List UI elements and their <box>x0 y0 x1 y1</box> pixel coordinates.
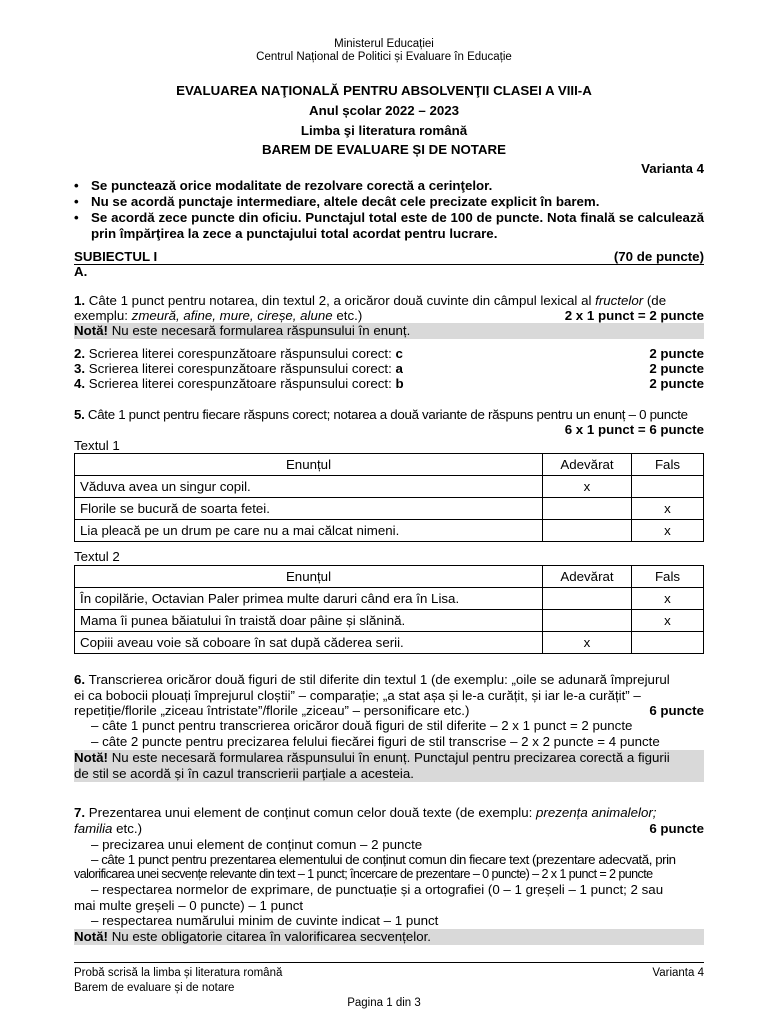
rule-item: • Se punctează orice modalitate de rezolvare corectă a cerinţelor. <box>74 178 493 193</box>
section-part: A. <box>74 264 88 279</box>
footer-divider <box>74 962 704 963</box>
q1-line1: 1. Câte 1 punct pentru notarea, din textul 2, a oricăror două cuvinte din câmpul lexical al fructelor (de <box>74 293 667 308</box>
table-row: În copilărie, Octavian Paler primea multe daruri când era în Lisa. x <box>75 588 704 610</box>
q6-score: 6 puncte <box>649 703 704 718</box>
q7-line1: 7. Prezentarea unui element de conținut comun celor două texte (de exemplu: prezența animalelor; <box>74 805 657 820</box>
q7-sub3a: – respectarea normelor de exprimare, de punctuație și a ortografiei (0 – 1 greșeli – 1 punct; 2 sau <box>91 882 664 897</box>
true-false-table-2: Enunțul Adevărat Fals În copilărie, Octavian Paler primea multe daruri când era în Lisa. x Mama îi punea băiatului în traistă doar pâine și slănină. x Copiii aveau voie să coboare în sat după căderea serii. x <box>74 565 704 654</box>
table-row: Mama îi punea băiatului în traistă doar pâine și slănină. x <box>75 610 704 632</box>
col-statement: Enunțul <box>75 454 543 476</box>
rule-item: • Se acordă zece puncte din oficiu. Punctajul total este de 100 de puncte. Nota finală se calculează prin împărţirea la zece a punctajului total acordat pentru lucrare. <box>74 210 704 241</box>
school-year: Anul școlar 2022 – 2023 <box>308 103 460 118</box>
table-row: Florile se bucură de soarta fetei. x <box>75 498 704 520</box>
q1-note: Notă! Nu este necesară formularea răspunsului în enunț. <box>74 323 704 339</box>
q6-line2: ei ca bobocii plouați împrejurul cloștii” – comparație; „a stat așa și le-a curățit, și iar le-a curățit” – <box>74 688 641 703</box>
q3-line: 3. Scrierea literei corespunzătoare răspunsului corect: a 2 puncte <box>74 361 704 376</box>
table-row: Copiii aveau voie să coboare în sat după căderea serii. x <box>75 632 704 654</box>
section-points: (70 de puncte) <box>613 249 704 264</box>
q7-line2: familia etc.) 6 puncte <box>74 821 704 836</box>
q1-line2: exemplu: zmeură, afine, mure, cireșe, alune etc.) 2 x 1 punct = 2 puncte <box>74 308 704 323</box>
q6-line3: repetiție/florile „ziceau întristate”/florile „ziceau” – personificare etc.) 6 puncte <box>74 703 704 718</box>
ministry-name: Ministerul Educației <box>334 38 434 50</box>
q7-note: Notă! Nu este obligatorie citarea în valorificarea secvențelor. <box>74 929 704 945</box>
col-false: Fals <box>632 454 704 476</box>
section-title: SUBIECTUL I <box>74 249 158 264</box>
footer-variant: Varianta 4 <box>652 967 704 979</box>
barem-title: BAREM DE EVALUARE ȘI DE NOTARE <box>261 142 507 157</box>
footer-left-1: Probă scrisă la limba și literatura română <box>74 967 283 979</box>
q6-sub2: – câte 2 puncte pentru precizarea felului fiecărei figuri de stil transcrise – 2 x 2 puncte = 4 puncte <box>91 734 660 749</box>
q4-line: 4. Scrierea literei corespunzătoare răspunsului corect: b 2 puncte <box>74 376 704 391</box>
q6-sub1: – câte 1 punct pentru transcrierea oricăror două figuri de stil diferite – 2 x 1 punct = 2 puncte <box>91 718 633 733</box>
q7-score: 6 puncte <box>649 821 704 836</box>
q6-line1: 6. Transcrierea oricăror două figuri de stil diferite din textul 1 (de exemplu: „oile se adunară împrejurul <box>74 672 670 687</box>
section-header <box>74 249 704 265</box>
rule-item: • Nu se acordă punctaje intermediare, altele decât cele precizate explicit în barem. <box>74 194 600 209</box>
q7-sub2a: – câte 1 punct pentru prezentarea elementului de conținut comun din fiecare text (prezentare adecvată, prin <box>91 852 676 867</box>
table2-label: Textul 2 <box>74 549 120 564</box>
q7-sub3b: mai multe greșeli – 0 puncte) – 1 punct <box>74 898 304 913</box>
q7-sub2b: valorificarea unei secvențe relevante din text – 1 punct; încercare de prezentare – 0 puncte) – 2 x 1 punct = 2 puncte <box>74 867 653 881</box>
footer-left-2: Barem de evaluare și de notare <box>74 982 235 994</box>
table-row: Văduva avea un singur copil. x <box>75 476 704 498</box>
q1-score: 2 x 1 punct = 2 puncte <box>564 308 704 323</box>
col-true: Adevărat <box>543 454 632 476</box>
table-row: Lia pleacă pe un drum pe care nu a mai călcat nimeni. x <box>75 520 704 542</box>
true-false-table-1 <box>74 453 704 542</box>
subject-name: Limba şi literatura română <box>300 123 468 138</box>
q2-line: 2. Scrierea literei corespunzătoare răspunsului corect: c 2 puncte <box>74 346 704 361</box>
q7-sub4: – respectarea numărului minim de cuvinte indicat – 1 punct <box>91 913 439 928</box>
variant-label: Varianta 4 <box>641 161 704 176</box>
q5-line: 5. Câte 1 punct pentru fiecare răspuns corect; notarea a două variante de răspuns pentru un enunț – 0 puncte <box>74 407 688 422</box>
q7-sub1: – precizarea unui element de conținut comun – 2 puncte <box>91 837 423 852</box>
q6-note: Notă! Nu este necesară formularea răspunsului în enunț. Punctajul pentru precizarea corectă a figurii de stil se acordă și în cazul transcrierii parțiale a acesteia. <box>74 750 704 782</box>
table1-label: Textul 1 <box>74 438 120 453</box>
page-number: Pagina 1 din 3 <box>347 997 421 1009</box>
center-name: Centrul Național de Politici și Evaluare în Educație <box>256 51 512 63</box>
exam-title: EVALUAREA NAŢIONALĂ PENTRU ABSOLVENŢII CLASEI A VIII-A <box>176 83 592 98</box>
